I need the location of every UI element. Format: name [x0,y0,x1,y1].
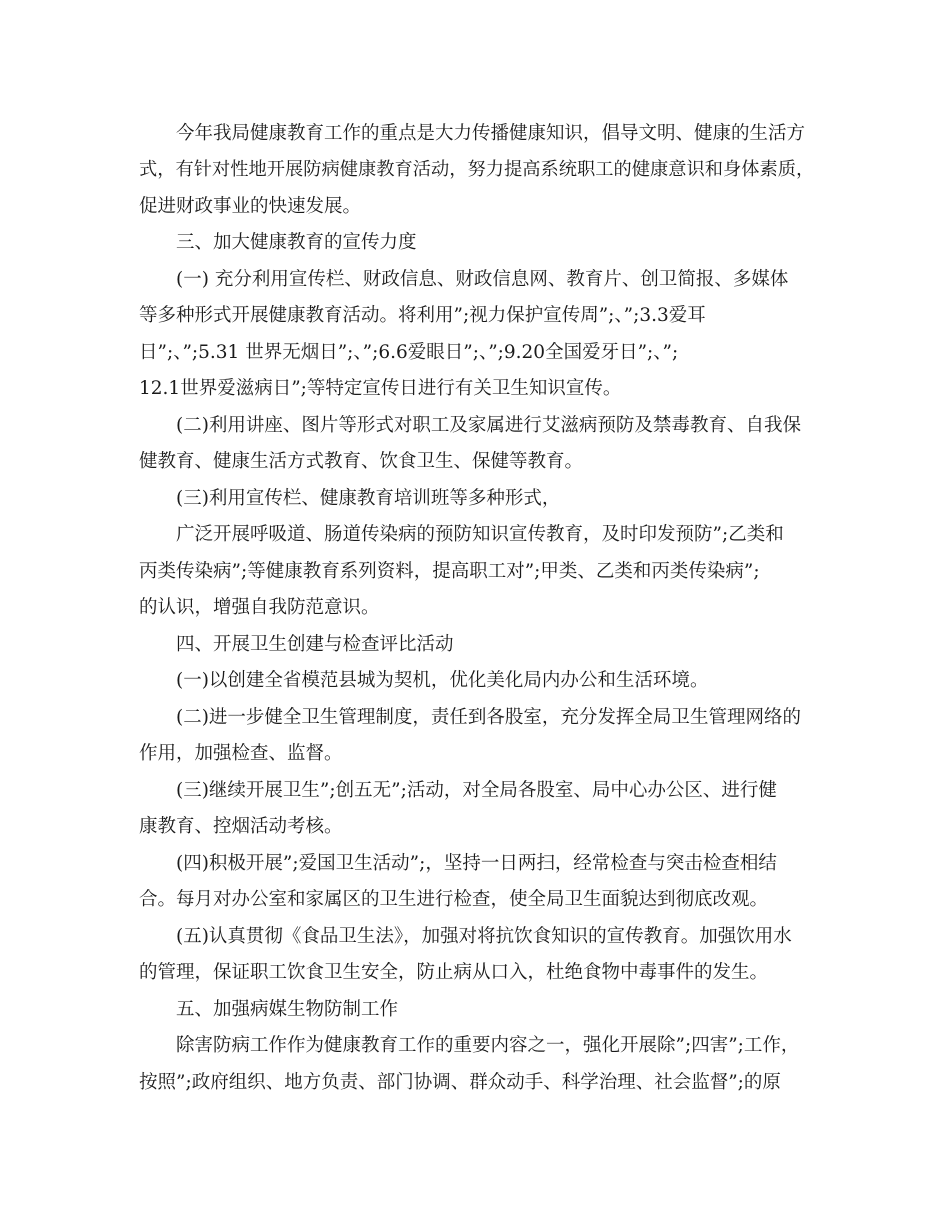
body-text-line: 按照”;政府组织、地方负责、部门协调、群众动手、科学治理、社会监督”;的原 [139,1072,781,1093]
body-text-line: 丙类传染病”;等健康教育系列资料，提高职工对”;甲类、乙类和丙类传染病”; [139,561,760,582]
body-text-line: 等多种形式开展健康教育活动。将利用”;视力保护宣传周”;、”;3.3爱耳 [139,305,706,326]
body-text-line: (二)进一步健全卫生管理制度，责任到各股室，充分发挥全局卫生管理网络的 [176,707,801,728]
body-text-line: 的管理，保证职工饮食卫生安全，防止病从口入，杜绝食物中毒事件的发生。 [139,962,769,983]
section-heading: 五、加强病媒生物防制工作 [176,999,399,1020]
body-text-line: 作用，加强检查、监督。 [139,743,343,764]
body-text-line: (三)继续开展卫生”;创五无”;活动，对全局各股室、局中心办公区、进行健 [176,780,777,801]
body-text-line: 今年我局健康教育工作的重点是大力传播健康知识，倡导文明、健康的生活方 [176,123,806,144]
body-text-line: 合。每月对办公室和家属区的卫生进行检查，使全局卫生面貌达到彻底改观。 [139,889,769,910]
body-text-line: 式，有针对性地开展防病健康教育活动，努力提高系统职工的健康意识和身体素质， [139,159,815,180]
body-text-line: (二)利用讲座、图片等形式对职工及家属进行艾滋病预防及禁毒教育、自我保 [176,415,801,436]
body-text-line: (一)以创建全省模范县城为契机，优化美化局内办公和生活环境。 [176,670,709,691]
section-heading: 四、开展卫生创建与检查评比活动 [176,634,454,655]
body-text-line: 日”;、”;5.31 世界无烟日”;、”;6.6爱眼日”;、”;9.20全国爱牙日”;、”; [139,342,679,363]
body-text-line: (三)利用宣传栏、健康教育培训班等多种形式， [176,488,561,509]
body-text-line: 12.1世界爱滋病日”;等特定宣传日进行有关卫生知识宣传。 [139,378,622,399]
body-text-line: (五)认真贯彻《食品卫生法》，加强对将抗饮食知识的宣传教育。加强饮用水 [176,926,792,947]
section-heading: 三、加大健康教育的宣传力度 [176,232,417,253]
body-text-line: 促进财政事业的快速发展。 [139,196,362,217]
body-text-line: 广泛开展呼吸道、肠道传染病的预防知识宣传教育，及时印发预防”;乙类和 [176,524,784,545]
body-text-line: 健教育、健康生活方式教育、饮食卫生、保健等教育。 [139,451,584,472]
body-text-line: (一) 充分利用宣传栏、财政信息、财政信息网、教育片、创卫简报、多媒体 [176,269,789,290]
body-text-line: 的认识，增强自我防范意识。 [139,597,380,618]
body-text-line: 康教育、控烟活动考核。 [139,816,343,837]
body-text-line: 除害防病工作作为健康教育工作的重要内容之一，强化开展除”;四害”;工作， [176,1035,800,1056]
body-text-line: (四)积极开展”;爱国卫生活动”;，坚持一日两扫，经常检查与突击检查相结 [176,853,777,874]
